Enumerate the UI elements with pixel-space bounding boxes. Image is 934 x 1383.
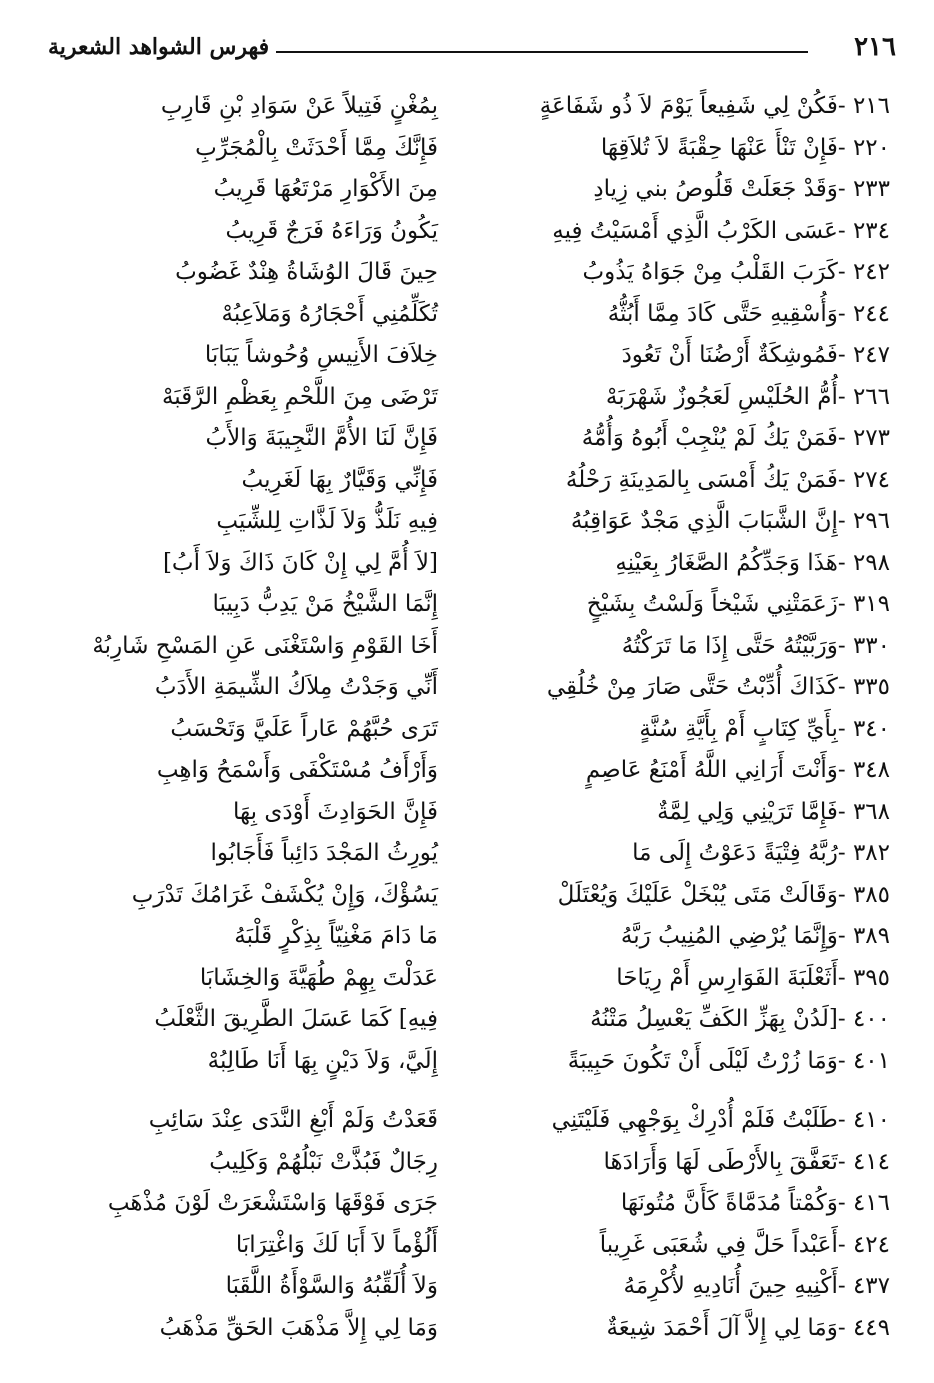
verse-line: فِيهِ] كَمَا عَسَلَ الطَّرِيقَ الثَّعْلَبُ xyxy=(154,1006,438,1032)
page-number: ٢١٦ xyxy=(854,32,896,62)
verse-line: وَمَا لِي إِلاَّ مَذْهَبَ الحَقِّ مَذْهَبُ xyxy=(159,1314,438,1341)
page-header xyxy=(40,26,900,66)
verse-line: ٤١٦ -وَكُمْتاً مُدَمَّاةً كَأَنَّ مُتُونَهَا xyxy=(620,1190,890,1216)
verse-line: ٢٤٤ -وَأُسْقِيهِ حَتَّى كَادَ مِمَّا أَبُثُّهُ xyxy=(607,300,890,327)
verse-line: ٣٤٨ -وَأَنْتَ أَرَانِي اللَّهُ أَمْنَعُ عَاصِمٍ xyxy=(585,757,890,783)
verse-line: حِينَ قَالَ الوُشَاةُ هِنْدٌ غَضُوبُ xyxy=(175,259,438,285)
verse-line: وَلاَ أُلَقِّبُهُ وَالسَّوْأَةُ اللَّقَبَا xyxy=(225,1273,438,1299)
verse-line: رِجَالٌ فَبُذَّتْ نَبْلُهُمْ وَكَلِيبُ xyxy=(209,1148,438,1175)
verse-line: إِلَيَّ، وَلاَ دَيْنٍ بِهَا أَنَا طَالِبُهْ xyxy=(207,1047,438,1074)
verse-line: ٤٠٠ -[لَدُنْ بِهَزِّ الكَفِّ يَعْسِلُ مَتْنُهُ xyxy=(590,1006,890,1032)
verse-line: فَإِنَّ لَنَا الأُمَّ النَّجِيبَةَ وَالأَبُ xyxy=(205,425,438,451)
verse-line: ٢٦٦ -أُمُّ الحُلَيْسِ لَعَجُوزٌ شَهْرَبَهْ xyxy=(605,383,890,410)
verse-line: ٢٧٣ -فَمَنْ يَكُ لَمْ يُنْجِبْ أَبُوهُ وَأُمُّهُ xyxy=(581,425,890,451)
verse-line: ٤٣٧ -أَكْنِيهِ حِينَ أُنَادِيهِ لأُكْرِمَهُ xyxy=(623,1273,890,1299)
verse-line: ٢٤٧ -فَمُوشِكَةٌ أَرْضُنَا أَنْ تَعُودَ xyxy=(621,342,890,368)
verse-line: ٢٢٠ -فَإِنْ تَنْأَ عَنْهَا حِقْبَةً لاَ تُلاَقِهَا xyxy=(600,134,890,161)
verse-line: تَرَى حُبَّهُمْ عَاراً عَلَيَّ وَتَحْسَبُ xyxy=(170,715,438,742)
verse-line: ٢٩٦ -إِنَّ الشَّبَابَ الَّذِي مَجْدٌ عَوَاقِبُهُ xyxy=(570,508,890,534)
verse-line: يَكُونُ وَرَاءَهُ فَرَجٌ قَرِيبُ xyxy=(225,217,438,244)
verse-line: قَعَدْتُ وَلَمْ أَبْغِ النَّدَى عِنْدَ سَائِبِ xyxy=(148,1107,438,1133)
verse-line: ٣٦٨ -فَإِمَّا تَرَيْنِي وَلِي لِمَّةٌ xyxy=(657,798,890,825)
verse-line: ٣٩٥ -أَثَعْلَبَةَ الفَوَارِسِ أَمْ رِيَاحَا xyxy=(616,964,890,991)
verse-line: جَرَى فَوْقَهَا وَاسْتَشْعَرَتْ لَوْنَ مُذْهَبِ xyxy=(107,1190,438,1216)
verse-line: فَإِنَّكَ مِمَّا أَحْدَثَتْ بِالْمُجَرِّبِ xyxy=(195,134,438,161)
verse-line: ٤٢٤ -أَعَبْداً حَلَّ فِي شُعَبَى غَرِيباً xyxy=(599,1231,890,1258)
verse-line: ٢٩٨ -هَذَا وَجَدِّكُمُ الصَّغَارُ بِعَيْنِهِ xyxy=(615,549,890,576)
verse-line: وَأَرْأَفُ مُسْتَكْفَى وَأَسْمَحُ وَاهِبِ xyxy=(156,757,438,783)
verse-line: تَرْضَى مِنَ اللَّحْمِ بِعَظْمِ الرَّقَبَهْ xyxy=(161,383,438,410)
verse-line: ٣١٩ -زَعَمَتْنِي شَيْخاً وَلَسْتُ بِشَيْخٍ xyxy=(586,591,890,617)
verse-line: ٣٨٢ -رُبَّهُ فِتْيَةً دَعَوْتُ إِلَى مَا xyxy=(632,840,890,866)
running-title: فهرس الشواهد الشعرية xyxy=(48,34,270,60)
verse-line: عَدَلْتَ بِهِمْ طُهَيَّةَ وَالخِشَابَا xyxy=(199,964,438,991)
verse-line: ٤١٤ -تَعَفَّقَ بِالأَرْطَى لَهَا وَأَرَادَهَا xyxy=(603,1148,890,1175)
verse-line: ٢١٦ -فَكُنْ لِي شَفِيعاً يَوْمَ لاَ ذُو شَفَاعَةٍ xyxy=(539,93,890,119)
header-rule xyxy=(276,51,808,53)
verse-line: ٣٣٥ -كَذَاكَ أُدِّبْتُ حَتَّى صَارَ مِنْ خُلُقِي xyxy=(546,674,890,700)
verse-line: بِمُغْنٍ فَتِيلاً عَنْ سَوَادِ بْنِ قَارِبِ xyxy=(160,93,438,119)
verse-line: ٣٤٠ -بِأَيِّ كِتَابٍ أَمْ بِأَيَّةِ سُنَّةٍ xyxy=(639,715,890,742)
verse-line: فَإِنَّ الحَوَادِثَ أَوْدَى بِهَا xyxy=(233,798,438,825)
verse-line: ٣٣٠ -وَرَبَّيْتُهُ حَتَّى إِذَا مَا تَرَكْتُهُ xyxy=(621,632,890,659)
left-column xyxy=(30,86,438,1349)
verse-line: ٤٠١ -وَمَا زُرْتُ لَيْلَى أَنْ تَكُونَ حَبِيبَةً xyxy=(567,1047,890,1074)
verse-line: ٢٤٢ -كَرَبَ القَلْبُ مِنْ جَوَاهُ يَذُوبُ xyxy=(582,259,890,285)
verse-line: مَا دَامَ مَغْنِيّاً بِذِكْرٍ قَلْبَهُ xyxy=(234,923,438,949)
verse-line: ٤١٠ -طَلَبْتُ فَلَمْ أُدْرِكْ بِوَجْهِي فَلَيْتَنِي xyxy=(551,1107,890,1133)
verse-line: ٣٨٩ -وَإِنَّمَا يُرْضِي المُنِيبُ رَبَّهُ xyxy=(620,923,890,949)
verse-line: ٢٣٣ -وَقَدْ جَعَلَتْ قَلُوصُ بني زِيادِ xyxy=(593,176,890,202)
verse-line: ٢٧٤ -فَمَنْ يَكُ أَمْسَى بِالمَدِينَةِ رَحْلُهُ xyxy=(565,466,890,493)
verse-line: ٤٤٩ -وَمَا لِي إِلاَّ آلَ أَحْمَدَ شِيعَةٌ xyxy=(606,1314,890,1341)
right-column xyxy=(480,86,890,1349)
verse-line: تُكَلِّمُنِي أَحْجَارُهُ وَمَلاَعِبُهْ xyxy=(221,300,438,327)
verse-line: أَنِّي وَجَدْتُ مِلاَكُ الشِّيمَةِ الأَدَبُ xyxy=(154,674,438,700)
verse-line: يُورِثُ المَجْدَ دَائِباً فَأَجَابُوا xyxy=(210,840,438,866)
verse-line: إِنَّمَا الشَّيْخُ مَنْ يَدِبُّ دَبِيبَا xyxy=(212,591,438,617)
verse-line: فِيهِ نَلَذُّ وَلاَ لَذَّاتِ لِلشِّيَبِ xyxy=(216,508,438,534)
verse-line: فَإِنِّي وَقَيَّارٌ بِهَا لَغَرِيبُ xyxy=(241,466,438,493)
verse-line: أَخَا القَوْمِ وَاسْتَغْنَى عَنِ المَسْحِ شَارِبُهْ xyxy=(92,632,438,659)
verse-line: مِنَ الأَكْوَارِ مَرْتَعُهَا قَرِيبُ xyxy=(213,176,438,202)
verse-line: خِلاَفَ الأَنِيسِ وُحُوشاً يَبَابَا xyxy=(204,342,438,368)
verse-line: ٣٨٥ -وَقَالَتْ مَتَى يُبْخَلْ عَلَيْكَ وَيُعْتَلَلْ xyxy=(557,881,890,908)
verse-line: أَلُؤْماً لاَ أَبَا لَكَ وَاغْتِرَابَا xyxy=(235,1231,438,1258)
verse-line: ٢٣٤ -عَسَى الكَرْبُ الَّذِي أَمْسَيْتُ فِيهِ xyxy=(552,217,890,244)
verse-line: [لاَ أُمَّ لِي إِنْ كَانَ ذَاكَ وَلاَ أَبُ] xyxy=(162,549,438,576)
verse-line: يَسُؤْكَ، وَإِنْ يُكْشَفْ غَرَامُكَ تَدْرَبِ xyxy=(131,881,438,908)
